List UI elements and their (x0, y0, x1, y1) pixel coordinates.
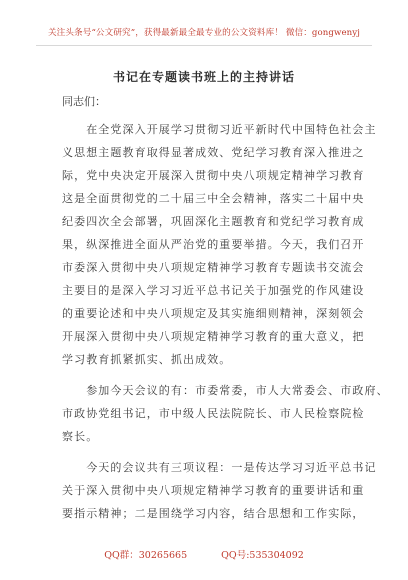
body-line: 义思想主题教育取得显著成效、党纪学习教育深入推进之 (62, 146, 365, 159)
body-line: 市委深入贯彻中央八项规定精神学习教育专题读书交流会 (62, 261, 365, 274)
body-line: 参加今天会议的有：市委常委，市人大常委会、市政府、 (62, 384, 389, 397)
page-header-banner: 关注头条号“公文研究”，获得最新最全最专业的公文资料库！ 微信：gongwenyj (47, 28, 361, 38)
body-line: 际，党中央决定开展深入贯彻中央八项规定精神学习教育 (62, 169, 365, 182)
page-footer (0, 547, 408, 561)
body-line: 察长。 (62, 430, 99, 443)
body-line: 今天的会议共有三项议程：一是传达学习习近平总书记 (62, 461, 377, 474)
footer-qq-group: QQ群：30265665 (104, 550, 188, 561)
body-line: 主要目的是深入学习习近平总书记关于加强党的作风建设 (62, 284, 365, 297)
body-line: 学习教育抓紧抓实、抓出成效。 (62, 353, 232, 366)
body-line: 纪委四次全会部署，巩固深化主题教育和党纪学习教育成 (62, 215, 365, 228)
header-divider (36, 45, 372, 46)
body-line: 这是全面贯彻党的二十届三中全会精神，落实二十届中央 (62, 192, 365, 205)
document-title: 书记在专题读书班上的主持讲话 (112, 70, 295, 84)
body-line: 果，纵深推进全面从严治党的重要举措。今天，我们召开 (62, 238, 365, 251)
body-line: 要指示精神；二是围绕学习内容，结合思想和工作实际， (62, 507, 365, 520)
body-line: 在全党深入开展学习贯彻习近平新时代中国特色社会主 (62, 123, 377, 136)
body-line: 市政协党组书记，市中级人民法院院长、市人民检察院检 (62, 407, 365, 420)
body-line: 开展深入贯彻中央八项规定精神学习教育的重大意义，把 (62, 330, 365, 343)
footer-qq-number: QQ号:535304092 (221, 550, 304, 561)
body-line: 关于深入贯彻中央八项规定精神学习教育的重要讲话和重 (62, 484, 365, 497)
body-line: 的重要论述和中央八项规定及其实施细则精神，深刻领会 (62, 307, 365, 320)
salutation: 同志们： (62, 95, 106, 108)
